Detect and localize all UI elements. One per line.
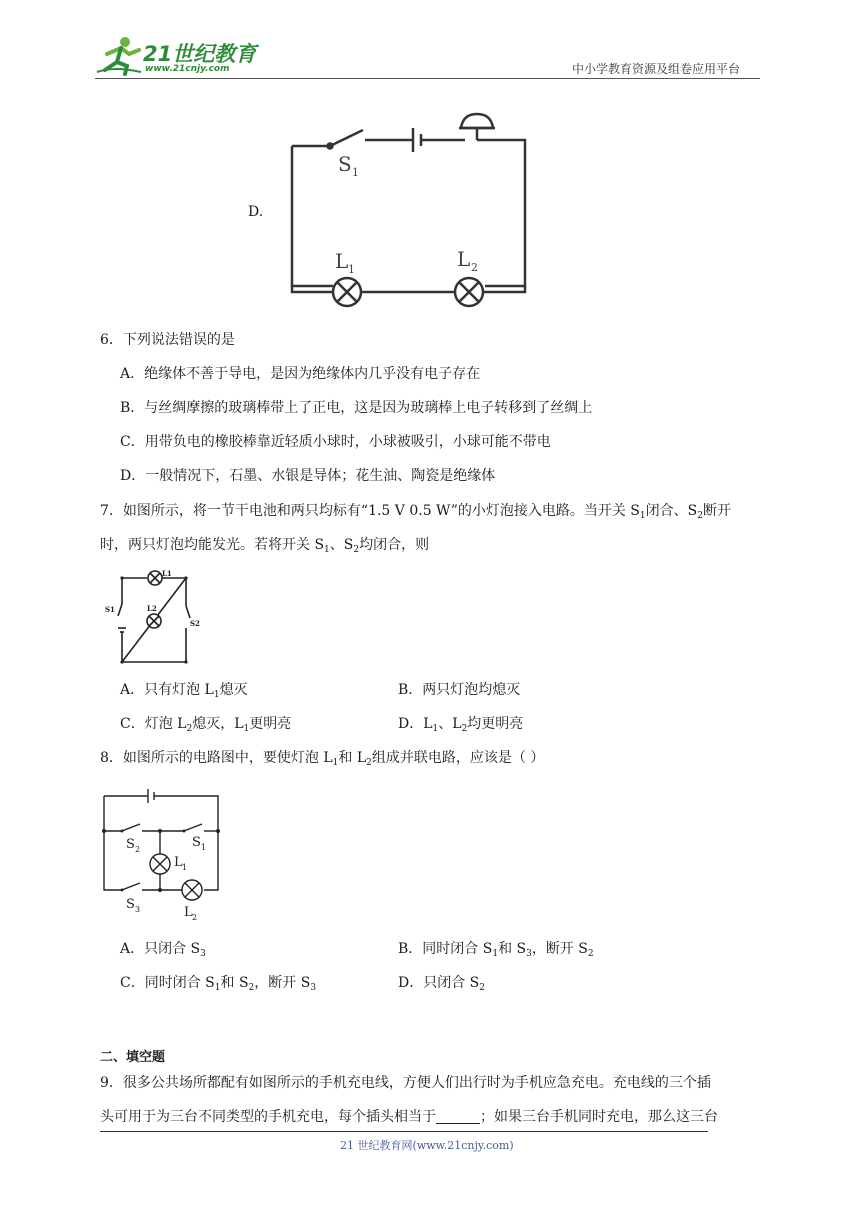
q8-l1-label: L <box>174 855 183 870</box>
q9-line2: 头可用于为三台不同类型的手机充电，每个插头相当于 ；如果三台手机同时充电，那么这三台 <box>100 1109 718 1125</box>
q7-stem-line2: 时，两只灯泡均能发光。若将开关 $S_1$、$S_2$均闭合，则 <box>100 537 430 555</box>
q6-option-c: C．用带负电的橡胶棒靠近轻质小球时，小球被吸引，小球可能不带电 <box>120 434 551 450</box>
footer-divider <box>100 1131 708 1132</box>
logo-url-text: www.21cnjy.com <box>145 64 230 74</box>
q7-l1-label: L1 <box>162 569 172 578</box>
q6-stem: 6．下列说法错误的是 <box>100 332 235 348</box>
q8-option-d: D．只闭合 $S_2$ <box>398 975 485 993</box>
q7-option-b: B．两只灯泡均熄灭 <box>398 682 521 698</box>
q8-l2-sub: 2 <box>192 913 198 922</box>
q5-s1-sub: 1 <box>352 166 359 179</box>
header-right-text: 中小学教育资源及组卷应用平台 <box>572 62 741 76</box>
q5-l2-label: L <box>457 247 471 271</box>
q8-s3-label: S <box>126 897 135 912</box>
q5-s1-label: S <box>338 152 352 176</box>
logo-main-text: 21世纪教育 <box>143 42 257 66</box>
q7-option-d: D．$L_1$、$L_2$均更明亮 <box>398 716 524 734</box>
q5-l1-label: L <box>335 249 349 273</box>
q8-stem: 8．如图所示的电路图中，要使灯泡 $L_1$和 $L_2$组成并联电路，应该是（ ） <box>100 750 545 768</box>
q6-option-a: A．绝缘体不善于导电，是因为绝缘体内几乎没有电子存在 <box>120 366 481 382</box>
q8-option-c: C．同时闭合 $S_1$和 $S_2$，断开 $S_3$ <box>120 975 317 993</box>
q8-circuit-diagram <box>98 784 228 924</box>
q5-l2-sub: 2 <box>471 261 478 274</box>
q8-s2-sub: 2 <box>135 845 141 854</box>
q7-option-a: A．只有灯泡 $L_1$熄灭 <box>120 682 248 700</box>
runner-logo-icon <box>95 36 143 76</box>
q7-option-c: C．灯泡 $L_2$熄灭，$L_1$更明亮 <box>120 716 292 734</box>
q7-l2-label: L2 <box>147 604 157 613</box>
q9-line1: 9．很多公共场所都配有如图所示的手机充电线，方便人们出行时为手机应急充电。充电线的三个插 <box>100 1075 711 1091</box>
footer-text: 21 世纪教育网(www.21cnjy.com) <box>340 1139 514 1152</box>
header-divider <box>95 78 760 79</box>
logo <box>95 36 265 76</box>
q8-l1-sub: 1 <box>182 863 188 872</box>
q5-l1-sub: 1 <box>348 263 355 276</box>
q7-stem-line1: 7．如图所示，将一节干电池和两只均标有“1.5 V 0.5 W”的小灯泡接入电路。当开关 $S_1$闭合、$S_2$断开 <box>100 503 731 521</box>
q8-s3-sub: 3 <box>135 905 141 914</box>
q6-option-d: D．一般情况下，石墨、水银是导体；花生油、陶瓷是绝缘体 <box>120 468 496 484</box>
q7-s1-label: S1 <box>105 605 115 614</box>
q8-s2-label: S <box>126 837 135 852</box>
q7-circuit-diagram <box>102 566 202 666</box>
q8-option-b: B．同时闭合 $S_1$和 $S_3$，断开 $S_2$ <box>398 941 594 959</box>
q8-s1-label: S <box>192 835 201 850</box>
q8-l2-label: L <box>184 905 193 920</box>
fill-blank <box>436 1109 480 1124</box>
section-title: 二、填空题 <box>100 1050 166 1065</box>
q7-s2-label: S2 <box>190 619 200 628</box>
q5-option-d-label: D. <box>248 204 264 220</box>
q5-circuit-diagram <box>285 108 535 308</box>
q8-option-a: A．只闭合 $S_3$ <box>120 941 206 959</box>
q6-option-b: B．与丝绸摩擦的玻璃棒带上了正电，这是因为玻璃棒上电子转移到了丝绸上 <box>120 400 593 416</box>
q8-s1-sub: 1 <box>201 843 207 852</box>
